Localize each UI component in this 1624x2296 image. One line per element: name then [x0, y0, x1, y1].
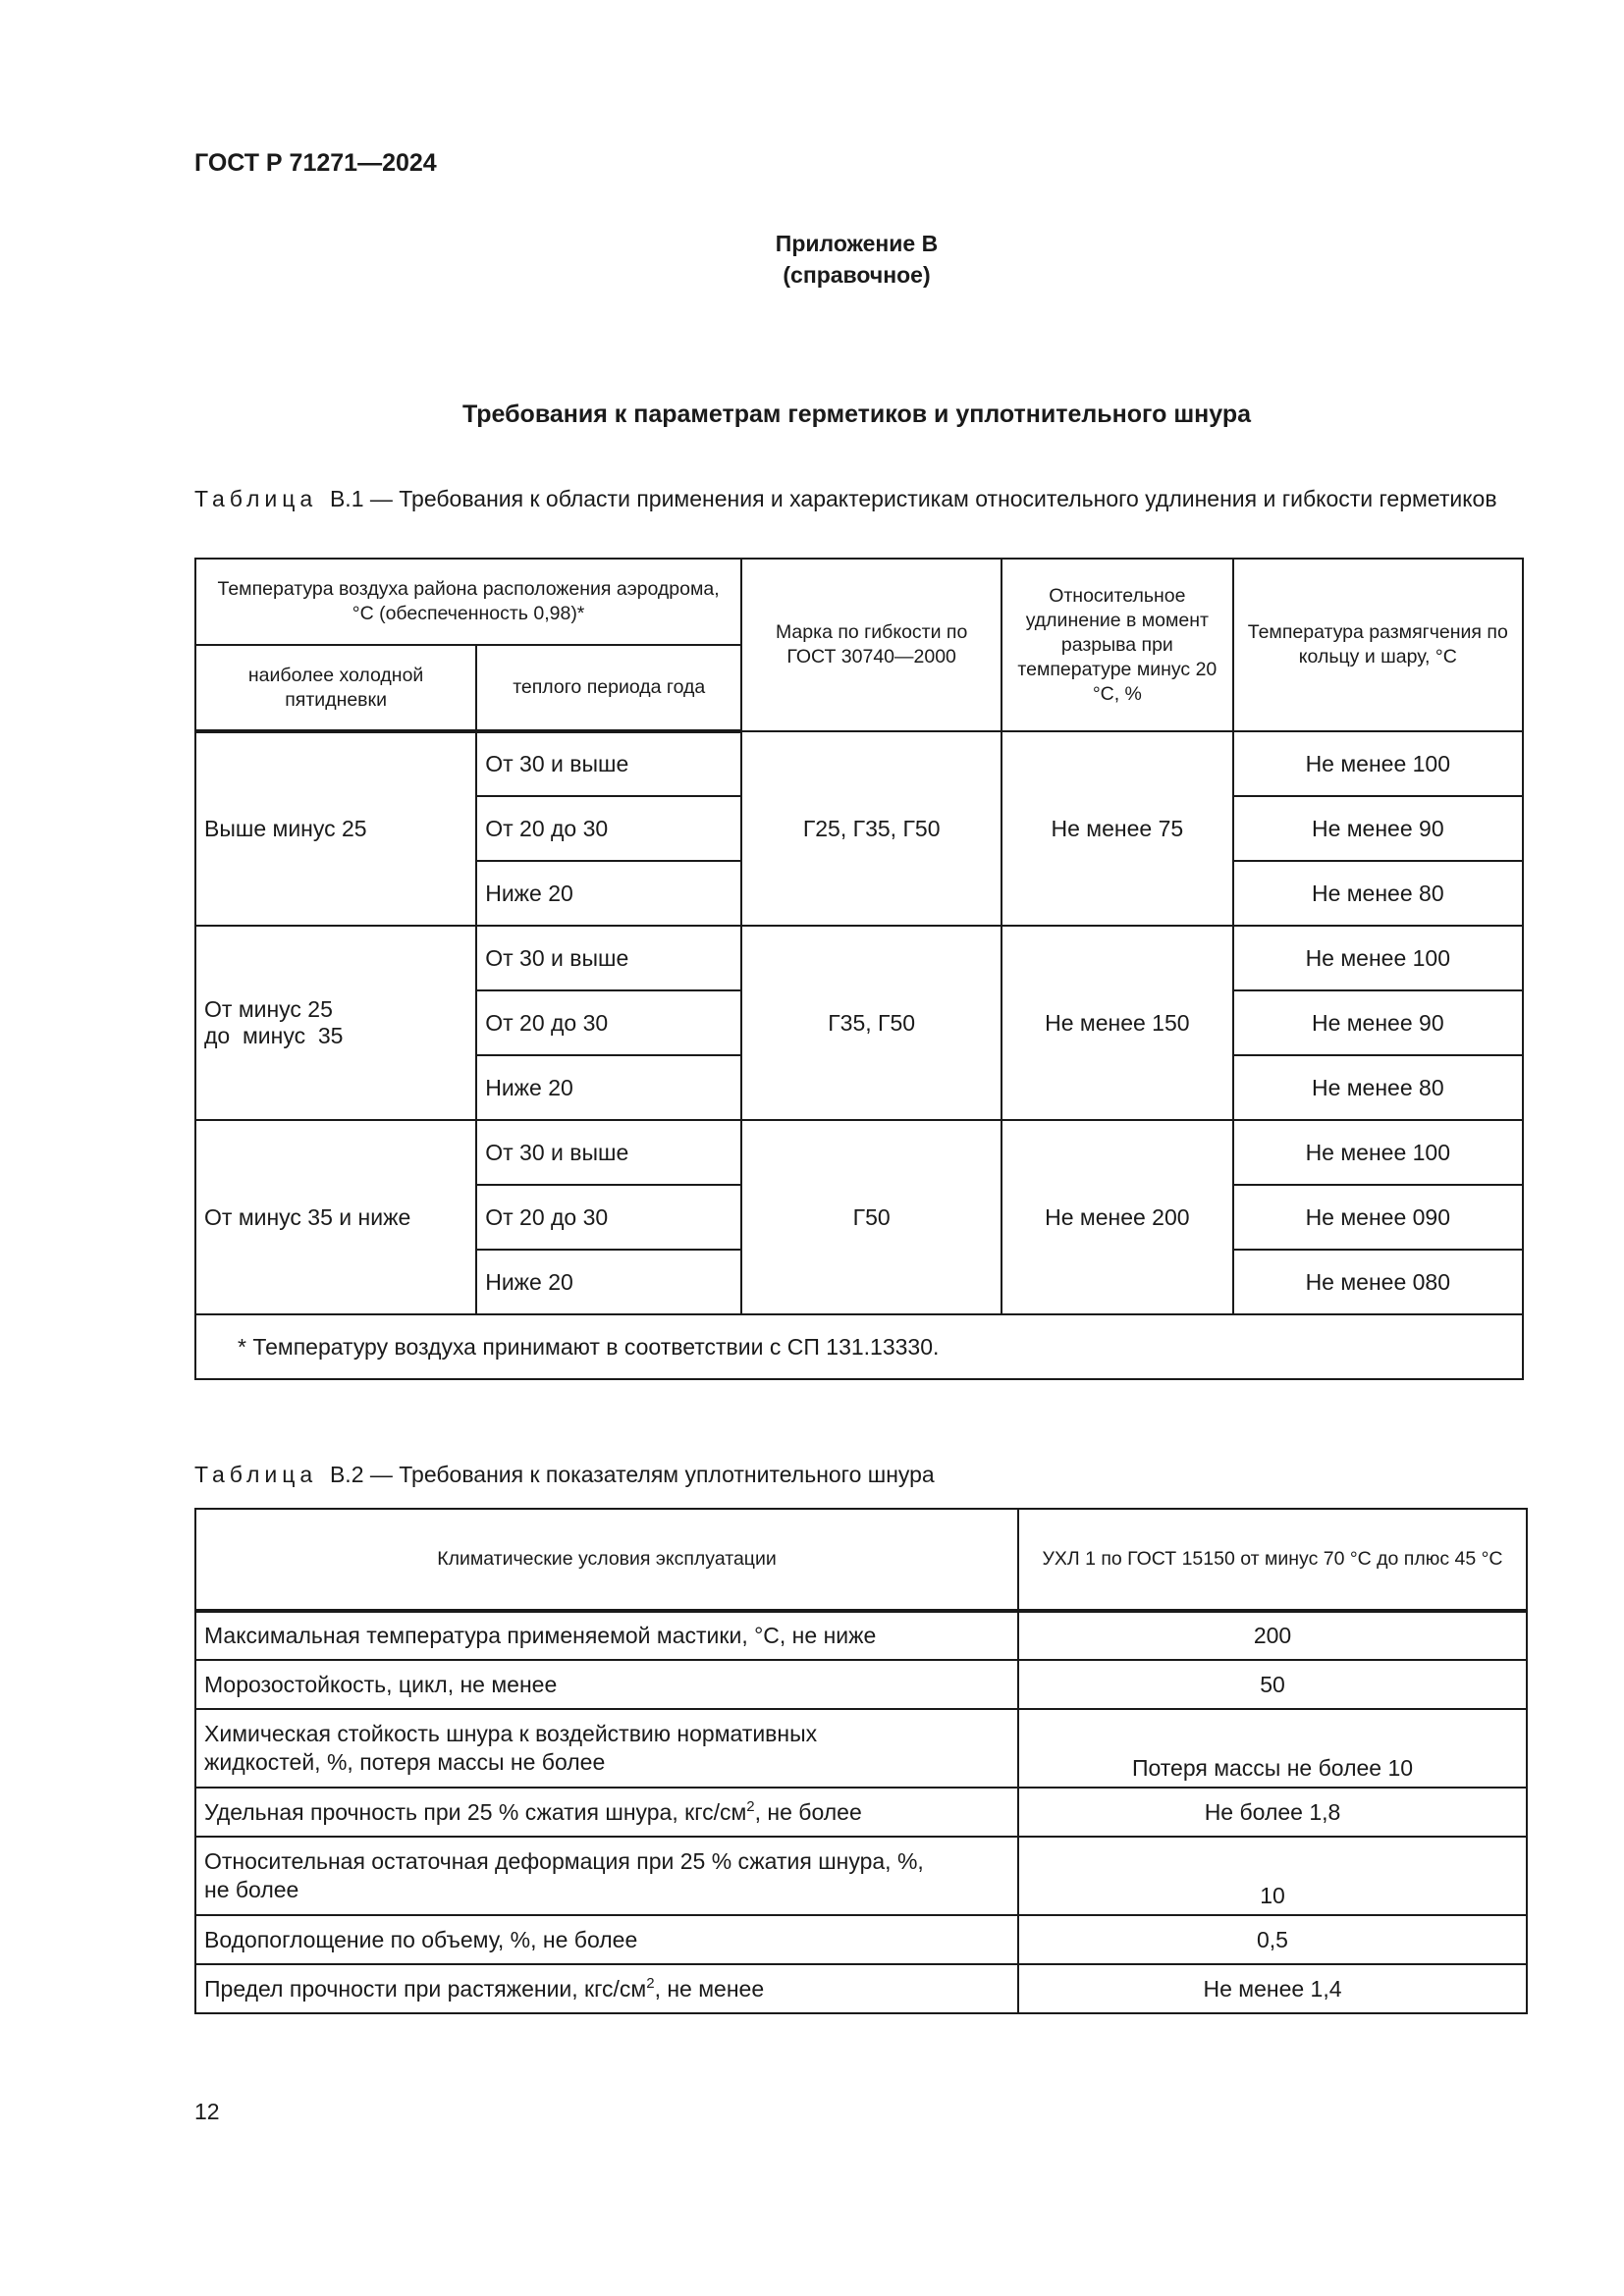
table1-footnote-row: [195, 1314, 1523, 1379]
header-climatic-value: УХЛ 1 по ГОСТ 15150 от минус 70 °С до плюс 45 °С: [1018, 1509, 1527, 1611]
section-title: Требования к параметрам герметиков и уплотнительного шнура: [461, 400, 1252, 428]
appendix-title: Приложение В: [775, 231, 939, 256]
table1-footnote: * Температуру воздуха принимают в соответствии с СП 131.13330.: [195, 1314, 1523, 1379]
elongation-cell: Не менее 150: [1001, 926, 1232, 1120]
param-text: Удельная прочность при 25 % сжатия шнура, кгс/см: [204, 1798, 747, 1825]
table2-header-row: [195, 1509, 1527, 1611]
table-row: [195, 1837, 1527, 1915]
param-cell: Водопоглощение по объему, %, не более: [195, 1915, 1018, 1964]
param-cell: Морозостойкость, цикл, не менее: [195, 1660, 1018, 1709]
param-cell-line: Химическая стойкость шнура к воздействию нормативных: [204, 1721, 818, 1746]
warm-cell: Ниже 20: [476, 861, 741, 926]
softening-cell: Не менее 100: [1233, 926, 1523, 990]
softening-cell: Не менее 100: [1233, 731, 1523, 796]
page-number: 12: [194, 2099, 220, 2124]
warm-cell: Ниже 20: [476, 1055, 741, 1120]
header-warm: теплого периода года: [476, 645, 741, 731]
coldest-cell: [195, 926, 476, 1120]
table-row: [195, 1964, 1527, 2013]
coldest-cell-line: От минус 25: [204, 996, 333, 1022]
header-coldest: наиболее холодной пятидневки: [195, 645, 476, 731]
param-cell: [195, 1788, 1018, 1837]
table-row: [195, 1120, 1523, 1185]
appendix-heading: [0, 228, 1624, 291]
table2-caption-word: Таблица: [194, 1462, 318, 1487]
table-sealant-requirements: [194, 558, 1524, 1380]
value-cell: Потеря массы не более 10: [1018, 1709, 1527, 1788]
param-cell-line: жидкостей, %, потеря массы не более: [204, 1749, 606, 1775]
param-cell: Максимальная температура применяемой мастики, °С, не ниже: [195, 1611, 1018, 1660]
appendix-subtitle: (справочное): [783, 262, 931, 288]
grade-cell: Г25, Г35, Г50: [741, 731, 1001, 926]
table1-header-row: [195, 559, 1523, 645]
table-row: [195, 1788, 1527, 1837]
param-text: , не менее: [654, 1975, 765, 2002]
softening-cell: Не менее 90: [1233, 990, 1523, 1055]
coldest-cell-line: до минус 35: [204, 1023, 344, 1048]
document-code: ГОСТ Р 71271—2024: [194, 149, 437, 177]
value-cell: 50: [1018, 1660, 1527, 1709]
value-cell: 0,5: [1018, 1915, 1527, 1964]
warm-cell: Ниже 20: [476, 1250, 741, 1314]
value-cell: 10: [1018, 1837, 1527, 1915]
warm-cell: От 30 и выше: [476, 926, 741, 990]
table1-caption: [194, 485, 1524, 512]
param-cell: [195, 1837, 1018, 1915]
warm-cell: От 30 и выше: [476, 1120, 741, 1185]
value-cell: Не более 1,8: [1018, 1788, 1527, 1837]
param-cell: [195, 1964, 1018, 2013]
table-row: [195, 1915, 1527, 1964]
param-cell-line: не более: [204, 1877, 299, 1902]
superscript: 2: [746, 1797, 755, 1815]
param-text: , не более: [754, 1798, 862, 1825]
softening-cell: Не менее 090: [1233, 1185, 1523, 1250]
softening-cell: Не менее 080: [1233, 1250, 1523, 1314]
header-grade: Марка по гибкости по ГОСТ 30740—2000: [741, 559, 1001, 731]
table2-caption-text: В.2 — Требования к показателям уплотнительного шнура: [329, 1462, 935, 1487]
table1-caption-word: Таблица: [194, 486, 318, 511]
softening-cell: Не менее 90: [1233, 796, 1523, 861]
header-climatic-conditions: Климатические условия эксплуатации: [195, 1509, 1018, 1611]
grade-cell: Г35, Г50: [741, 926, 1001, 1120]
warm-cell: От 30 и выше: [476, 731, 741, 796]
param-text: Предел прочности при растяжении, кгс/см: [204, 1975, 647, 2002]
value-cell: Не менее 1,4: [1018, 1964, 1527, 2013]
table-row: [195, 926, 1523, 990]
softening-cell: Не менее 80: [1233, 861, 1523, 926]
param-cell-line: Относительная остаточная деформация при 25 % сжатия шнура, %,: [204, 1848, 924, 1874]
table-cord-requirements: [194, 1508, 1528, 2014]
header-softening: Температура размягчения по кольцу и шару, °С: [1233, 559, 1523, 731]
warm-cell: От 20 до 30: [476, 796, 741, 861]
table-row: [195, 1660, 1527, 1709]
warm-cell: От 20 до 30: [476, 990, 741, 1055]
elongation-cell: Не менее 200: [1001, 1120, 1232, 1314]
table-row: [195, 1611, 1527, 1660]
table1-caption-text: В.1 — Требования к области применения и характеристикам относительного удлинения и гибкости герметиков: [329, 486, 1497, 511]
elongation-cell: Не менее 75: [1001, 731, 1232, 926]
table-row: [195, 731, 1523, 796]
value-cell: 200: [1018, 1611, 1527, 1660]
header-elongation: Относительное удлинение в момент разрыва при температуре минус 20 °С, %: [1001, 559, 1232, 731]
header-air-temp: Температура воздуха района расположения аэродрома, °С (обеспеченность 0,98)*: [195, 559, 741, 645]
grade-cell: Г50: [741, 1120, 1001, 1314]
param-cell: [195, 1709, 1018, 1788]
warm-cell: От 20 до 30: [476, 1185, 741, 1250]
softening-cell: Не менее 100: [1233, 1120, 1523, 1185]
softening-cell: Не менее 80: [1233, 1055, 1523, 1120]
coldest-cell: Выше минус 25: [195, 731, 476, 926]
coldest-cell: От минус 35 и ниже: [195, 1120, 476, 1314]
table2-caption: [194, 1461, 1524, 1488]
table-row: [195, 1709, 1527, 1788]
superscript: 2: [646, 1974, 655, 1992]
